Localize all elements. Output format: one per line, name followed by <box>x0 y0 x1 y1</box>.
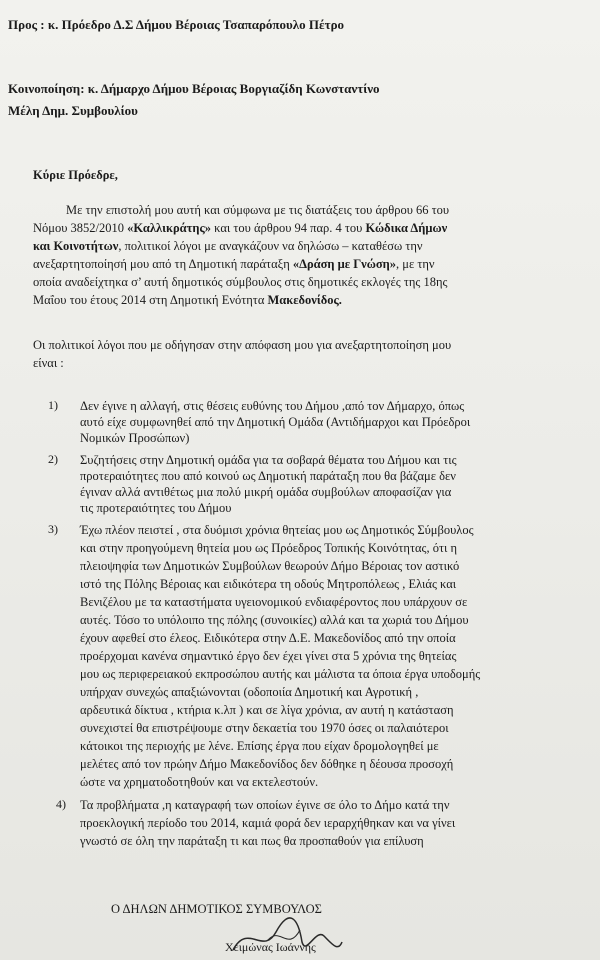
recipient-line: Προς : κ. Πρόεδρο Δ.Σ Δήμου Βέροιας Τσαπαρόπουλο Πέτρο <box>8 17 345 32</box>
letter-page: Προς : κ. Πρόεδρο Δ.Σ Δήμου Βέροιας Τσαπαρόπουλο Πέτρο Κοινοποίηση: κ. Δήμαρχο Δήμου Βέροιας Βοργιαζίδη Κωνσταντίνο Μέλη Δημ. Συμβουλίου Κύριε Πρόεδρε, Με την επιστολή μου αυτή και σύμφωνα με τις διατάξεις του άρθρου 66 του Νόμου 3852/2010 «Καλλικράτης» και του άρθρου 94 παρ. 4 του Κώδικα Δήμων και Κοινοτήτων, πολιτικοί λόγοι με αναγκάζουν να δηλώσω – καταθέσω την ανεξαρτητοποίησή μου από τη Δημοτική παράταξη «Δράση με Γνώση», με την οποία αναδείχτηκα σ’ αυτή δημοτικός σύμβουλος στις δημοτικές εκλογές της 18ης Μαΐου του έτους 2014 στη Δημοτική Ενότητα Μακεδονίδος. Οι πολιτικοί λόγοι που με οδήγησαν στην απόφαση μου για ανεξαρτητοποίηση μου είναι : 1) Δεν έγινε η αλλαγή, στις θέσεις ευθύνης του Δήμου ,από τον Δήμαρχο, όπως αυτό είχε συμφωνηθεί από την Δημοτική Ομάδα (Αντιδήμαρχοι και Πρόεδροι Νομικών Προσώπων) 2) Συζητήσεις στην Δημοτική ομάδα για τα σοβαρά θέματα του Δήμου και τις προτεραιότητες που από κοινού ως Δημοτική παράταξη που θα βάζαμε δεν έγιναν αλλά αντιθέτως μια πολύ μικρή ομάδα συμβούλων αποφασίζαν για τις προτεραιότητες του Δήμου 3) Έχω πλέον πειστεί , στα δυόμισι χρόνια θητείας μου ως Δημοτικός Σύμβουλος και στην προηγούμενη θητεία μου ως Πρόεδρος Τοπικής Κοινότητας, ότι η πλειοψηφία των Δημοτικών Συμβούλων θεωρούν Δήμο Βέροιας τον αστικό ιστό της Πόλης Βέροιας και ειδικότερα τη οδούς Μητροπόλεως , Ελιάς και Βενιζέλου με τα καταστήματα υγειονομικού ενδιαφέροντος που υπάρχουν σε αυτές. Τόσο το υπόλοιπο της πόλης (συνοικίες) αλλά και τα χωριά του Δήμου έχουν αφεθεί στο έλεος. Ειδικότερα στην Δ.Ε. Μακεδονίδος από την οποία προέρχομαι κανένα σημαντικό έργο δεν έχει γίνει στα 5 χρόνια της θητείας μου ως περιφερειακού εκπροσώπου αυτής και μάλιστα τα όποια έργα υποδομής υπήρχαν συνεχώς απαξιώνονται (οδοποιία Δημοτική και Αγροτική , αρδευτικά δίκτυα , κτήρια κ.λπ ) και σε λίγα χρόνια, αν αυτή η κατάσταση συνεχιστεί θα επιστρέψουμε στην δεκαετία του 1970 όσες οι παλαιότεροι κάτοικοι της περιοχής με λένε. Επίσης έργα που είχαν δρομολογηθεί με μελέτες από τον πρώην Δήμο Μακεδονίδος δεν δόθηκε η δέουσα προσοχή ώστε να χρηματοδοτηθούν και να εκτελεστούν. 4) Τα προβλήματα ,η καταγραφή των οποίων έγινε σε όλο το Δήμο κατά την προεκλογική περίοδο του 2014, καμιά φορά δεν ιεραρχήθηκαν και να γίνει γνωστό σε όλη την παράταξη τι και πως θα προσπαθούν για επίλυση Ο ΔΗΛΩΝ ΔΗΜΟΤΙΚΟΣ ΣΥΜΒΟΥΛΟΣ Χειμώνας Ιωάννης <box>0 0 600 960</box>
cc-line: Κοινοποίηση: κ. Δήμαρχο Δήμου Βέροιας Βοργιαζίδη Κωνσταντίνο <box>8 81 380 96</box>
cc-members-line: Μέλη Δημ. Συμβουλίου <box>8 103 138 118</box>
greeting: Κύριε Πρόεδρε, <box>33 168 118 182</box>
handwritten-signature <box>228 912 348 960</box>
signature-name: Χειμώνας Ιωάννης <box>225 940 316 954</box>
signature-title: Ο ΔΗΛΩΝ ΔΗΜΟΤΙΚΟΣ ΣΥΜΒΟΥΛΟΣ <box>111 902 322 916</box>
